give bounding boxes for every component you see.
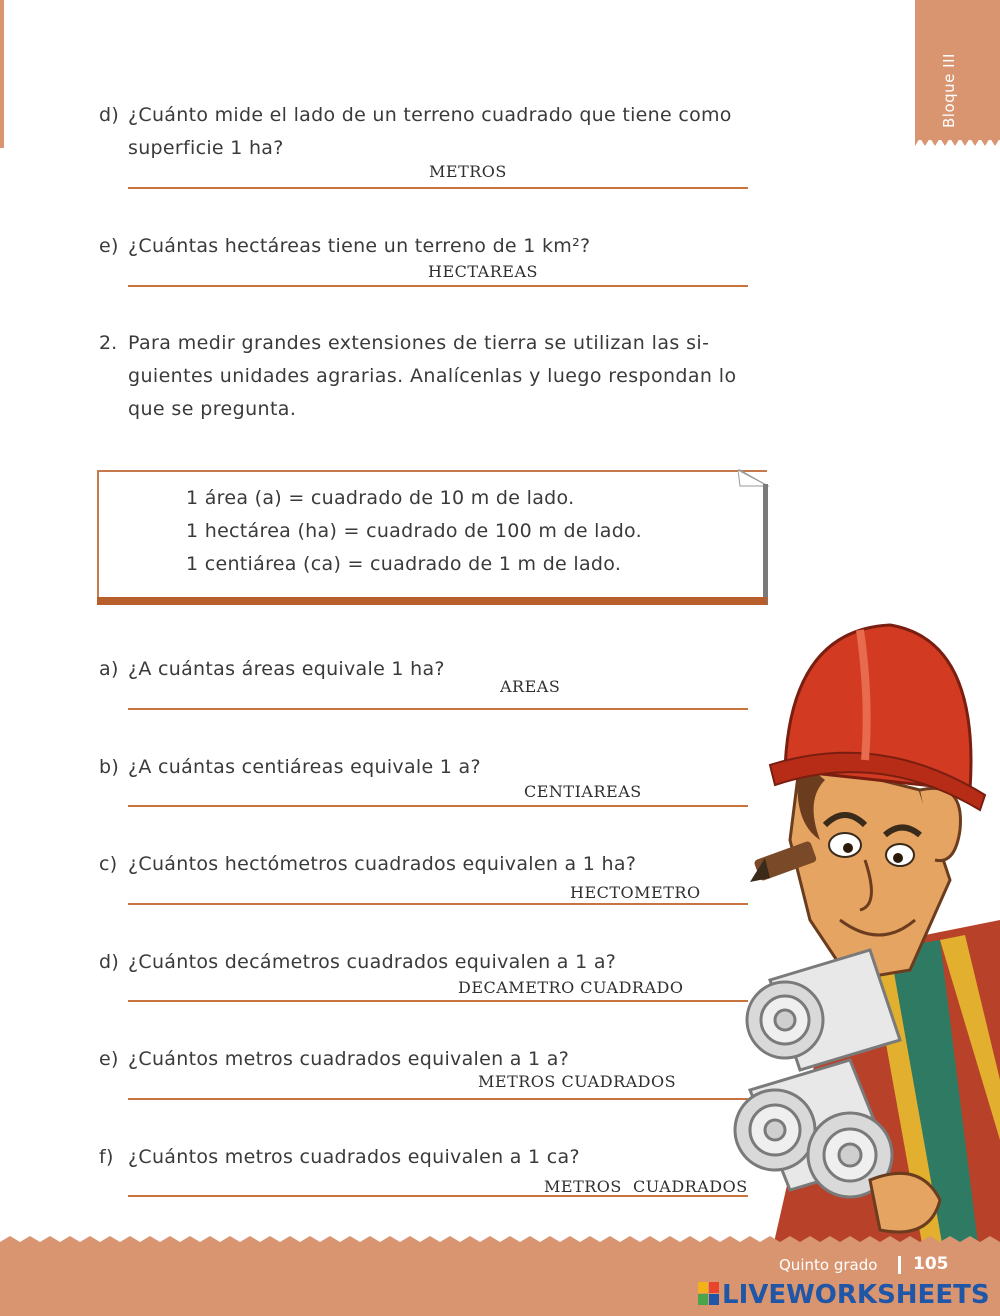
question-text: ¿A cuántas áreas equivale 1 ha?	[128, 658, 445, 680]
question-letter: d)	[99, 104, 120, 126]
footer-zigzag-icon	[0, 1236, 1000, 1248]
answer-field[interactable]	[429, 160, 739, 182]
question-text: ¿Cuánto mide el lado de un terreno cuadrado que tiene como	[128, 104, 732, 126]
answer-field[interactable]	[478, 1070, 738, 1092]
question-top-e	[99, 235, 590, 257]
answer-line	[128, 1000, 748, 1002]
answer-field[interactable]	[500, 675, 700, 697]
footer-divider	[898, 1256, 901, 1274]
answer-line	[128, 187, 748, 189]
page-edge-mark	[0, 0, 4, 148]
units-box-bottom-bar	[97, 597, 767, 605]
question-letter: c)	[99, 853, 118, 875]
question-letter: b)	[99, 756, 120, 778]
question-letter: a)	[99, 658, 119, 680]
answer-line	[128, 285, 748, 287]
answer-line	[128, 1195, 748, 1197]
answer-field[interactable]	[428, 260, 738, 282]
footer-grade: Quinto grado	[779, 1256, 878, 1274]
question-text: ¿Cuántos metros cuadrados equivalen a 1 a?	[128, 1048, 570, 1070]
instruction-line-2: guientes unidades agrarias. Analícenlas y luego respondan lo	[128, 365, 737, 387]
question-text-continued: superficie 1 ha?	[128, 137, 284, 159]
zigzag-edge-icon	[915, 130, 1000, 280]
liveworksheets-logo-icon	[698, 1282, 720, 1306]
answer-field[interactable]	[570, 881, 740, 903]
page-number: 105	[913, 1254, 949, 1274]
unit-definition: 1 centiárea (ca) = cuadrado de 1 m de lado.	[186, 553, 622, 575]
question-text: ¿Cuántas hectáreas tiene un terreno de 1 km²?	[128, 235, 591, 257]
question-letter: e)	[99, 235, 119, 257]
question-f	[99, 1146, 580, 1168]
answer-line	[128, 708, 748, 710]
question-top-d	[99, 104, 732, 126]
units-box-side-shadow	[763, 484, 768, 605]
answer-line	[128, 1098, 748, 1100]
unit-definition: 1 hectárea (ha) = cuadrado de 100 m de lado.	[186, 520, 642, 542]
question-e	[99, 1048, 569, 1070]
answer-field[interactable]	[458, 976, 748, 998]
instruction-line-3: que se pregunta.	[128, 398, 297, 420]
question-text: ¿A cuántas centiáreas equivale 1 a?	[128, 756, 481, 778]
instruction-number: 2.	[99, 332, 118, 354]
question-text: ¿Cuántos metros cuadrados equivalen a 1 ca?	[128, 1146, 580, 1168]
instruction-line-1: Para medir grandes extensiones de tierra se utilizan las si-	[128, 332, 710, 354]
surveyor-illustration-icon	[730, 620, 1000, 1260]
question-b	[99, 756, 481, 778]
unit-definition: 1 área (a) = cuadrado de 10 m de lado.	[186, 487, 575, 509]
question-a	[99, 658, 445, 680]
side-tab-label: Bloque III	[940, 53, 958, 128]
question-d	[99, 951, 616, 973]
brand-wordmark[interactable]: LIVEWORKSHEETS	[722, 1280, 990, 1310]
question-letter: f)	[99, 1146, 114, 1168]
answer-line	[128, 903, 748, 905]
question-text: ¿Cuántos hectómetros cuadrados equivalen a 1 ha?	[128, 853, 637, 875]
question-text: ¿Cuántos decámetros cuadrados equivalen a 1 a?	[128, 951, 617, 973]
answer-field[interactable]	[524, 780, 724, 802]
question-letter: e)	[99, 1048, 119, 1070]
question-letter: d)	[99, 951, 120, 973]
question-c	[99, 853, 636, 875]
answer-line	[128, 805, 748, 807]
